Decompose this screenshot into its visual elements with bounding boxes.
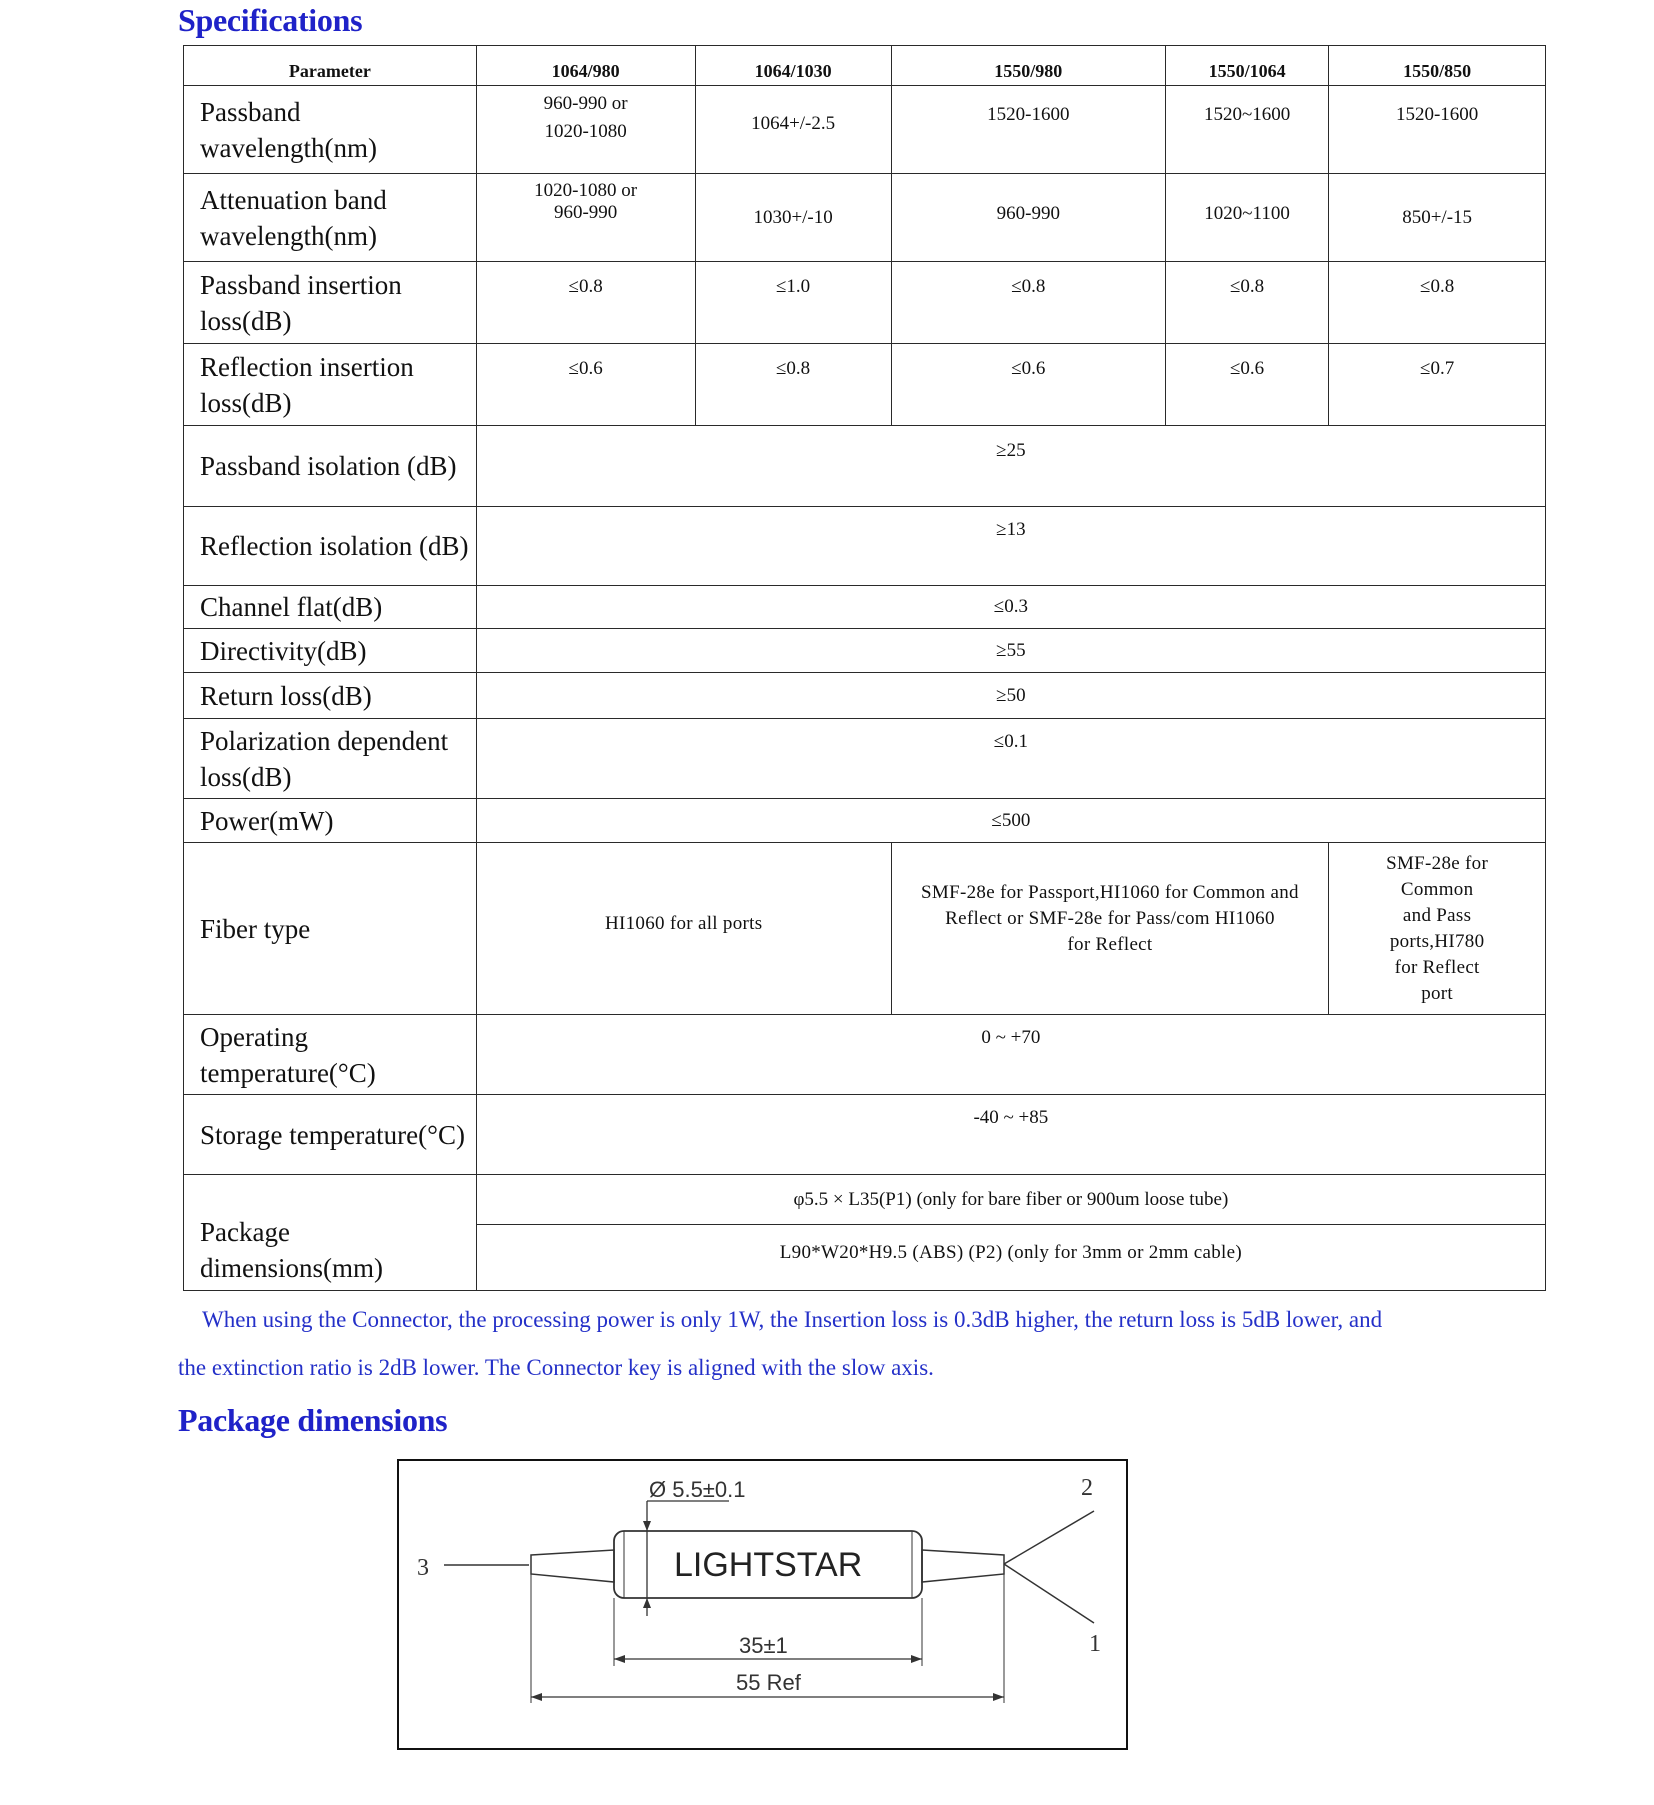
table-row-power	[184, 799, 1546, 843]
note-text: When using the Connector, the processing power is only 1W, the Insertion loss is 0.3dB higher, the return loss is 5dB lower, and	[202, 1307, 1383, 1332]
table-cell: L90*W20*H9.5 (ABS) (P2) (only for 3mm or 2mm cable)	[476, 1225, 1545, 1291]
row-label: Passband isolation (dB)	[184, 426, 477, 507]
table-row-attenuation-band	[184, 174, 1546, 262]
port3-label: 3	[417, 1555, 429, 1581]
row-label: Package dimensions(mm)	[184, 1175, 477, 1291]
table-cell: ≤0.6	[1165, 344, 1328, 426]
table-cell: ≤0.8	[695, 344, 891, 426]
cell-line: for Reflect	[1394, 956, 1480, 978]
table-cell: φ5.5 × L35(P1) (only for bare fiber or 900um loose tube)	[476, 1175, 1545, 1225]
table-cell: 1030+/-10	[695, 174, 891, 262]
cell-line: ports,HI780	[1389, 930, 1485, 952]
table-cell: 1020~1100	[1165, 174, 1328, 262]
table-row-reflection-isolation	[184, 507, 1546, 586]
table-cell: 1520~1600	[1165, 86, 1328, 174]
row-label: Operating temperature(°C)	[184, 1015, 477, 1095]
table-cell: ≤1.0	[695, 262, 891, 344]
row-label: Channel flat(dB)	[184, 586, 477, 629]
header-1064-980: 1064/980	[476, 46, 695, 86]
table-cell: -40 ~ +85	[476, 1095, 1545, 1175]
table-cell: 1064+/-2.5	[695, 86, 891, 174]
table-cell: HI1060 for all ports	[476, 843, 891, 1015]
cell-line: 960-990 or	[543, 93, 628, 114]
package-drawing	[397, 1459, 1128, 1750]
table-cell: ≤500	[476, 799, 1545, 843]
cell-line: port	[1421, 982, 1454, 1004]
row-label: Passband wavelength(nm)	[184, 86, 477, 174]
table-row-passband-isolation	[184, 426, 1546, 507]
table-cell: ≤0.8	[1329, 262, 1546, 344]
header-1550-1064: 1550/1064	[1165, 46, 1328, 86]
table-cell: ≤0.7	[1329, 344, 1546, 426]
table-row-directivity	[184, 629, 1546, 673]
row-label: Reflection insertion loss(dB)	[184, 344, 477, 426]
table-cell	[476, 86, 695, 174]
table-row-package-dimensions	[184, 1175, 1546, 1225]
diameter-arrow-top	[643, 1521, 651, 1531]
row-label: Directivity(dB)	[184, 629, 477, 673]
brand-label: LIGHTSTAR	[674, 1546, 863, 1584]
cell-line: 1020-1080	[544, 121, 627, 142]
row-label: Storage temperature(°C)	[184, 1095, 477, 1175]
table-row-channel-flat	[184, 586, 1546, 629]
header-1550-850: 1550/850	[1329, 46, 1546, 86]
row-label: Attenuation band wavelength(nm)	[184, 174, 477, 262]
header-1550-980: 1550/980	[891, 46, 1165, 86]
total-arrow-right	[993, 1693, 1004, 1701]
table-header-row	[184, 46, 1546, 86]
table-row-storage-temperature	[184, 1095, 1546, 1175]
left-boot	[531, 1550, 614, 1582]
table-row-passband-wavelength	[184, 86, 1546, 174]
table-cell	[1329, 843, 1546, 1015]
port2-label: 2	[1081, 1475, 1093, 1501]
table-cell: ≤0.1	[476, 719, 1545, 799]
table-cell: ≤0.3	[476, 586, 1545, 629]
table-cell: 1520-1600	[1329, 86, 1546, 174]
diameter-arrow-bottom	[643, 1598, 651, 1608]
row-label: Return loss(dB)	[184, 673, 477, 719]
row-label: Passband insertion loss(dB)	[184, 262, 477, 344]
cell-line: Common	[1400, 878, 1474, 900]
cell-line: SMF-28e for Passport,HI1060 for Common and	[921, 881, 1299, 903]
specifications-heading: Specifications	[178, 2, 363, 38]
row-label: Polarization dependent loss(dB)	[184, 719, 477, 799]
connector-note-line1	[178, 1296, 1498, 1344]
table-cell: 960-990	[891, 174, 1165, 262]
cell-line: for Reflect	[1067, 933, 1153, 955]
length-arrow-right	[911, 1655, 922, 1663]
total-arrow-left	[531, 1693, 542, 1701]
diameter-label: Ø 5.5±0.1	[649, 1477, 746, 1502]
table-cell: ≤0.8	[891, 262, 1165, 344]
table-cell: ≥13	[476, 507, 1545, 586]
table-cell: ≤0.8	[476, 262, 695, 344]
cell-line: Reflect or SMF-28e for Pass/com HI1060	[945, 907, 1275, 929]
table-row-passband-insertion-loss	[184, 262, 1546, 344]
table-row-fiber-type	[184, 843, 1546, 1015]
header-parameter: Parameter	[184, 46, 477, 86]
table-row-return-loss	[184, 673, 1546, 719]
table-cell: ≥55	[476, 629, 1545, 673]
cell-line: 960-990	[553, 202, 618, 223]
total-length-label: 55 Ref	[736, 1670, 801, 1695]
cell-line: 1020-1080 or	[534, 180, 638, 201]
table-cell: ≤0.6	[476, 344, 695, 426]
table-row-reflection-insertion-loss	[184, 344, 1546, 426]
table-cell	[476, 174, 695, 262]
table-cell: ≤0.6	[891, 344, 1165, 426]
table-cell: 1520-1600	[891, 86, 1165, 174]
length-arrow-left	[614, 1655, 625, 1663]
port1-fiber	[1004, 1564, 1094, 1623]
table-cell: ≥25	[476, 426, 1545, 507]
row-label: Power(mW)	[184, 799, 477, 843]
table-cell: 850+/-15	[1329, 174, 1546, 262]
row-label: Reflection isolation (dB)	[184, 507, 477, 586]
port1-label: 1	[1089, 1631, 1101, 1657]
right-boot	[922, 1550, 1004, 1582]
cell-line: and Pass	[1402, 904, 1472, 926]
table-row-operating-temperature	[184, 1015, 1546, 1095]
length-label: 35±1	[739, 1633, 788, 1658]
table-row-pdl	[184, 719, 1546, 799]
specifications-table	[183, 45, 1546, 1291]
package-drawing-svg	[399, 1461, 1126, 1748]
package-dimensions-heading: Package dimensions	[178, 1402, 448, 1438]
table-cell: ≤0.8	[1165, 262, 1328, 344]
port2-fiber	[1004, 1511, 1094, 1564]
header-1064-1030: 1064/1030	[695, 46, 891, 86]
cell-line: SMF-28e for	[1386, 852, 1489, 874]
table-cell: ≥50	[476, 673, 1545, 719]
row-label: Fiber type	[184, 843, 477, 1015]
table-cell	[891, 843, 1329, 1015]
table-cell: 0 ~ +70	[476, 1015, 1545, 1095]
connector-note-line2: the extinction ratio is 2dB lower. The Connector key is aligned with the slow axis.	[178, 1355, 934, 1380]
